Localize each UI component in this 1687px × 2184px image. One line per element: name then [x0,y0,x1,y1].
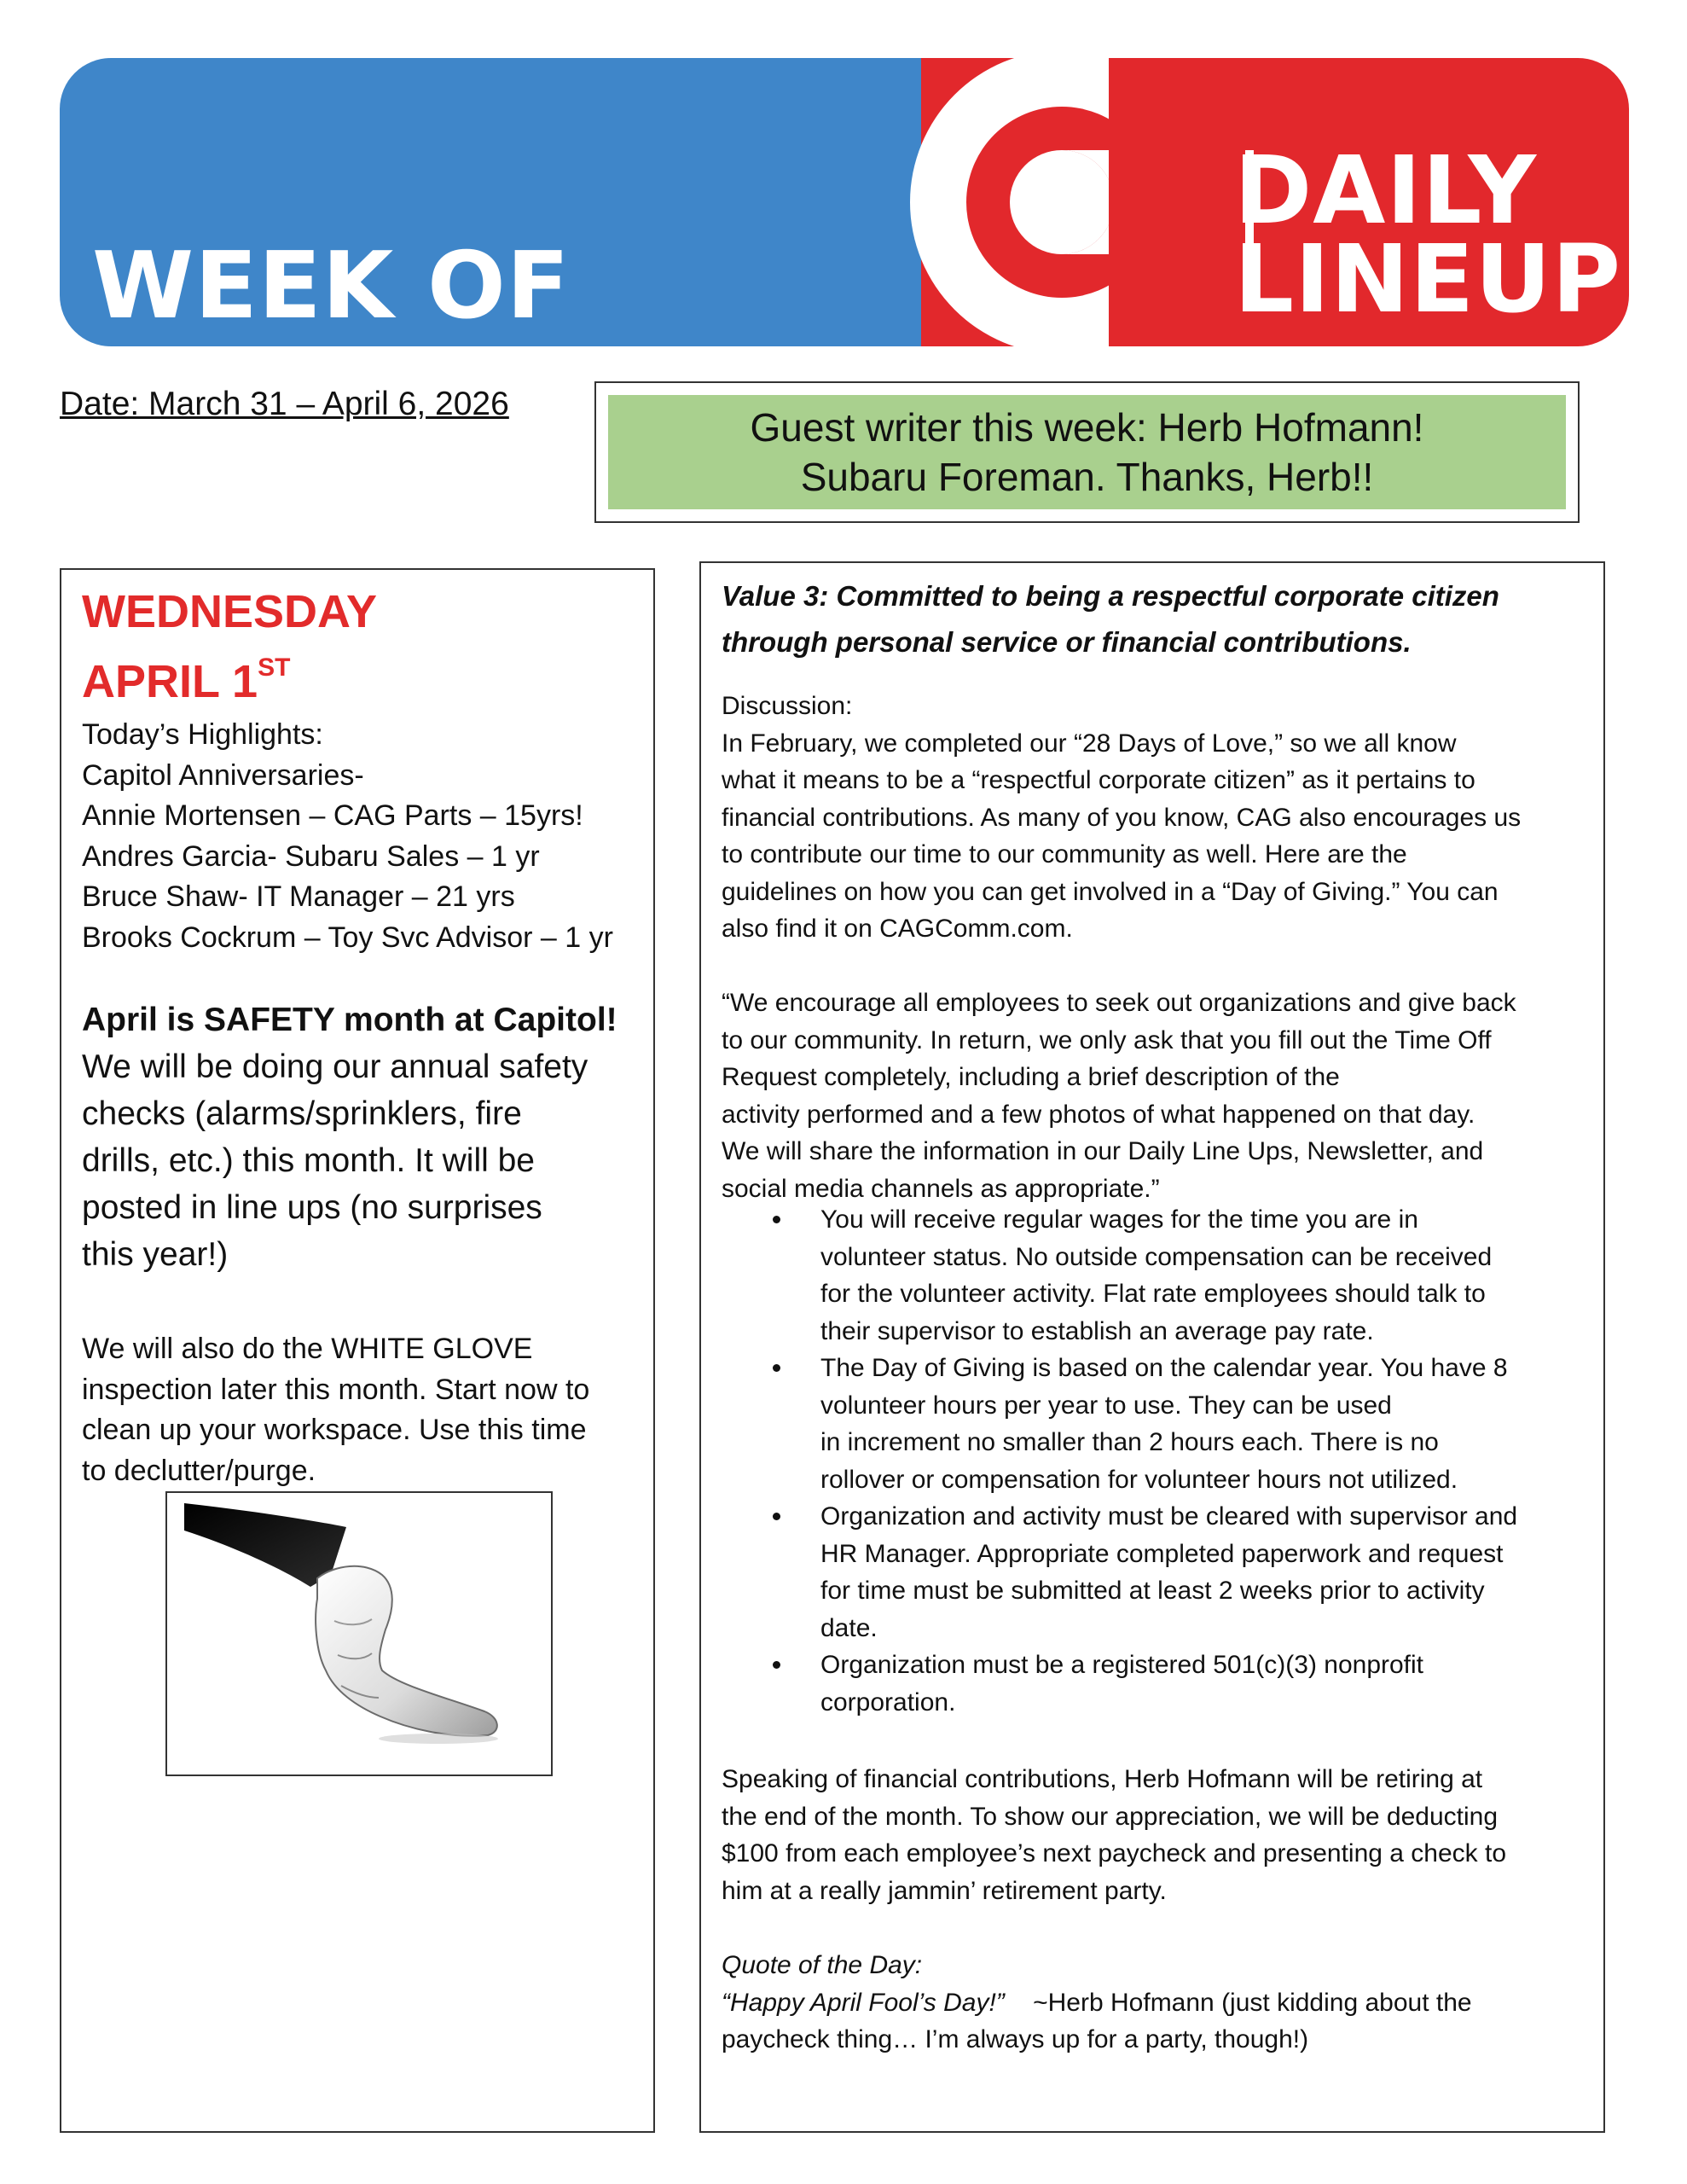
bullet-icon [773,1513,780,1520]
policy-quote-line: We will share the information in our Daily Line Ups, Newsletter, and [722,1137,1484,1165]
day-of-giving-rules-list [722,1201,1591,1721]
discussion-line: to contribute our time to our community as well. Here are the [722,840,1407,868]
list-item-line: volunteer hours per year to use. They can be used [820,1391,1392,1420]
list-item-line: The Day of Giving is based on the calendar year. You have 8 [820,1354,1508,1382]
list-item-line: for the volunteer activity. Flat rate employees should talk to [820,1280,1486,1308]
discussion-line: In February, we completed our “28 Days of Love,” so we all know [722,729,1457,758]
left-column-panel [60,568,655,2133]
policy-quote-line: activity performed and a few photos of what happened on that day. [722,1100,1475,1129]
date-heading-text: APRIL 1 [82,656,258,707]
quote-attribution-continued: paycheck thing… I’m always up for a party, though!) [722,2025,1309,2053]
discussion-label: Discussion: [722,692,853,720]
glove-text-line: inspection later this month. Start now to [82,1373,590,1406]
safety-text-line: posted in line ups (no surprises [82,1189,542,1226]
highlights-heading: Today’s Highlights: [82,718,323,751]
policy-quote-paragraph [722,985,1591,1207]
anniversary-item: Brooks Cockrum – Toy Svc Advisor – 1 yr [82,921,613,954]
policy-quote-line: Request completely, including a brief description of the [722,1063,1340,1091]
quote-attribution: ~Herb Hofmann (just kidding about the [1033,1988,1472,2017]
anniversary-item: Annie Mortensen – CAG Parts – 15yrs! [82,799,583,832]
white-glove-announcement [82,1329,645,1491]
list-item-line: rollover or compensation for volunteer hours not utilized. [820,1465,1458,1494]
value-title-line: Value 3: Committed to being a respectful corporate citizen [722,580,1499,612]
date-ordinal-suffix: ST [258,653,291,682]
bullet-icon [773,1364,780,1372]
guest-writer-line-1: Guest writer this week: Herb Hofmann! [750,405,1424,450]
anniversary-item: Bruce Shaw- IT Manager – 21 yrs [82,880,515,913]
list-item-line: Organization must be a registered 501(c)(3) nonprofit [820,1651,1424,1679]
glove-text-line: We will also do the WHITE GLOVE [82,1333,533,1365]
list-item-line: their supervisor to establish an average pay rate. [820,1316,1374,1345]
list-item [722,1201,1591,1350]
date-heading [82,653,291,707]
discussion-line: what it means to be a “respectful corporate citizen” as it pertains to [722,766,1475,794]
retirement-line: Speaking of financial contributions, Herb Hofmann will be retiring at [722,1765,1483,1793]
list-item [722,1350,1591,1498]
retirement-line: the end of the month. To show our appreciation, we will be deducting [722,1802,1499,1831]
list-item-line: corporation. [820,1687,956,1716]
list-item-line: You will receive regular wages for the time you are in [820,1205,1418,1234]
safety-title: April is SAFETY month at Capitol! [82,1002,617,1038]
list-item [722,1647,1591,1721]
value-title [722,573,1574,665]
day-heading: WEDNESDAY [82,586,378,637]
date-range: Date: March 31 – April 6, 2026 [60,386,509,422]
logo-text-daily: DAILY [1234,136,1537,245]
list-item-line: volunteer status. No outside compensation can be received [820,1242,1493,1271]
week-of-title: WEEK OF [92,233,571,340]
guest-writer-line-2: Subaru Foreman. Thanks, Herb!! [800,455,1374,499]
highlights-list [82,715,613,958]
policy-quote-line: “We encourage all employees to seek out organizations and give back [722,989,1516,1017]
value-title-line: through personal service or financial contributions. [722,626,1412,658]
list-item [722,1498,1591,1647]
policy-quote-line: to our community. In return, we only ask that you fill out the Time Off [722,1025,1492,1054]
white-glove-finger-icon [167,1493,551,1774]
glove-text-line: clean up your workspace. Use this time [82,1414,587,1446]
anniversary-item: Andres Garcia- Subaru Sales – 1 yr [82,839,540,873]
logo-text-lineup: LINEUP [1234,224,1622,334]
retirement-line: him at a really jammin’ retirement party. [722,1876,1167,1905]
safety-text-line: drills, etc.) this month. It will be [82,1142,535,1179]
discussion-paragraph [722,688,1591,948]
discussion-line: financial contributions. As many of you know, CAG also encourages us [722,803,1522,832]
quote-text: “Happy April Fool’s Day!” [722,1988,1005,2017]
safety-text-line: We will be doing our annual safety [82,1048,588,1085]
list-item-line: for time must be submitted at least 2 weeks prior to activity [820,1577,1485,1605]
anniversaries-heading: Capitol Anniversaries- [82,758,364,792]
safety-text-line: checks (alarms/sprinklers, fire [82,1095,522,1132]
retirement-line: $100 from each employee’s next paycheck and presenting a check to [722,1839,1507,1867]
right-column-panel [699,561,1605,2133]
list-item-line: HR Manager. Appropriate completed paperwork and request [820,1539,1504,1568]
white-glove-photo [165,1491,553,1776]
safety-announcement [82,996,636,1278]
guest-writer-box [594,381,1580,523]
guest-writer-highlight [608,395,1566,509]
quote-of-the-day-label: Quote of the Day: [722,1951,923,1979]
bullet-icon [773,1216,780,1223]
policy-quote-line: social media channels as appropriate.” [722,1174,1160,1203]
retirement-paragraph [722,1761,1591,1909]
discussion-line: also find it on CAGComm.com. [722,915,1073,943]
glove-text-line: to declutter/purge. [82,1454,316,1487]
list-item-line: in increment no smaller than 2 hours each. There is no [820,1428,1439,1456]
list-item-line: date. [820,1613,878,1642]
list-item-line: Organization and activity must be cleared with supervisor and [820,1502,1518,1531]
bullet-icon [773,1661,780,1669]
discussion-line: guidelines on how you can get involved in a “Day of Giving.” You can [722,877,1499,906]
quote-of-the-day [722,1947,1591,2059]
safety-text-line: this year!) [82,1236,229,1273]
